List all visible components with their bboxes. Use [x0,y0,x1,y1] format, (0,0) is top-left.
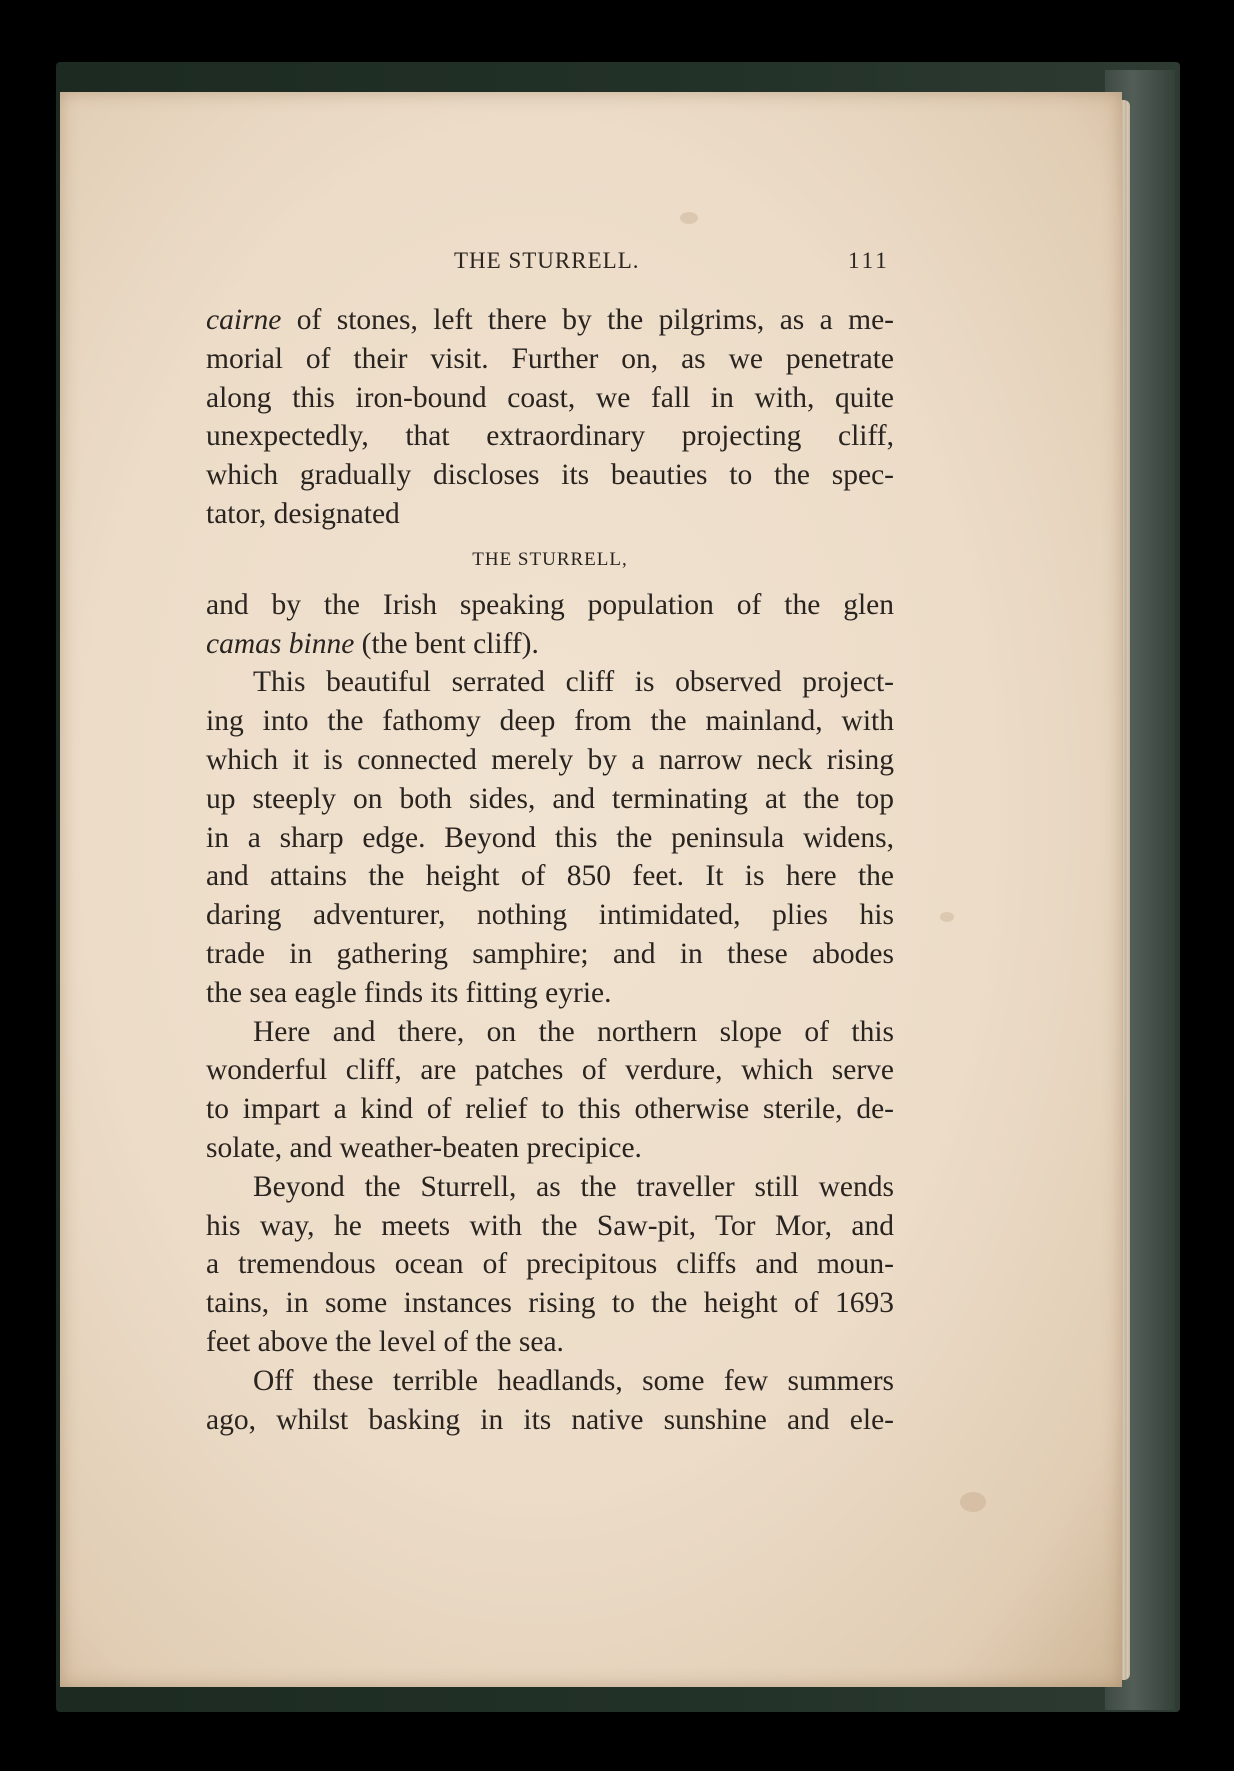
text-line: ago, whilst basking in its native sunshine and ele- [206,1403,894,1436]
text-line: cairne of stones, left there by the pilgrims, as a me- [206,304,894,336]
text-line: Off these terrible headlands, some few summers [253,1364,894,1397]
italic-term: cairne [206,304,282,336]
text-line: wonderful cliff, are patches of verdure, which serve [206,1054,894,1087]
text-line: along this iron-bound coast, we fall in with, quite [206,381,894,414]
page-number: 111 [848,248,890,273]
text-line: which it is connected merely by a narrow neck rising [206,743,894,776]
text-line: unexpectedly, that extraordinary projecting cliff, [206,420,894,453]
text-line: trade in gathering samphire; and in these abodes [206,937,894,970]
text-line: in a sharp edge. Beyond this the peninsula widens, [206,821,894,854]
text-line: a tremendous ocean of precipitous cliffs and moun- [206,1248,894,1281]
body-text [206,301,894,1439]
text-line: up steeply on both sides, and terminating at the top [206,782,894,815]
foxing-spot [960,1492,986,1512]
text-line: daring adventurer, nothing intimidated, plies his [206,899,894,932]
text-line: This beautiful serrated cliff is observed project- [253,666,894,699]
running-head: THE STURRELL. [454,248,640,273]
text-line: Here and there, on the northern slope of this [253,1015,894,1048]
text-line: camas binne (the bent cliff). [206,627,539,660]
text-line: tains, in some instances rising to the height of 1693 [206,1287,894,1320]
text-line: ing into the fathomy deep from the mainland, with [206,705,894,738]
text-line: to impart a kind of relief to this otherwise sterile, de- [206,1093,894,1126]
text-line: Beyond the Sturrell, as the traveller still wends [253,1170,894,1203]
text-line: morial of their visit. Further on, as we penetrate [206,342,894,375]
foxing-spot [940,912,954,922]
text-line: feet above the level of the sea. [206,1325,564,1358]
text-line: and attains the height of 850 feet. It is here the [206,860,894,893]
foxing-spot [680,212,698,224]
text-line: his way, he meets with the Saw-pit, Tor Mor, and [206,1209,894,1242]
text-line: solate, and weather-beaten precipice. [206,1131,642,1164]
text-line: the sea eagle finds its fitting eyrie. [206,976,612,1009]
text-line: which gradually discloses its beauties to the spec- [206,459,894,492]
text-line: tator, designated [206,497,400,530]
text-line: and by the Irish speaking population of the glen [206,588,894,621]
italic-term: camas binne [206,627,355,660]
section-subheading: THE STURRELL, [472,548,628,570]
